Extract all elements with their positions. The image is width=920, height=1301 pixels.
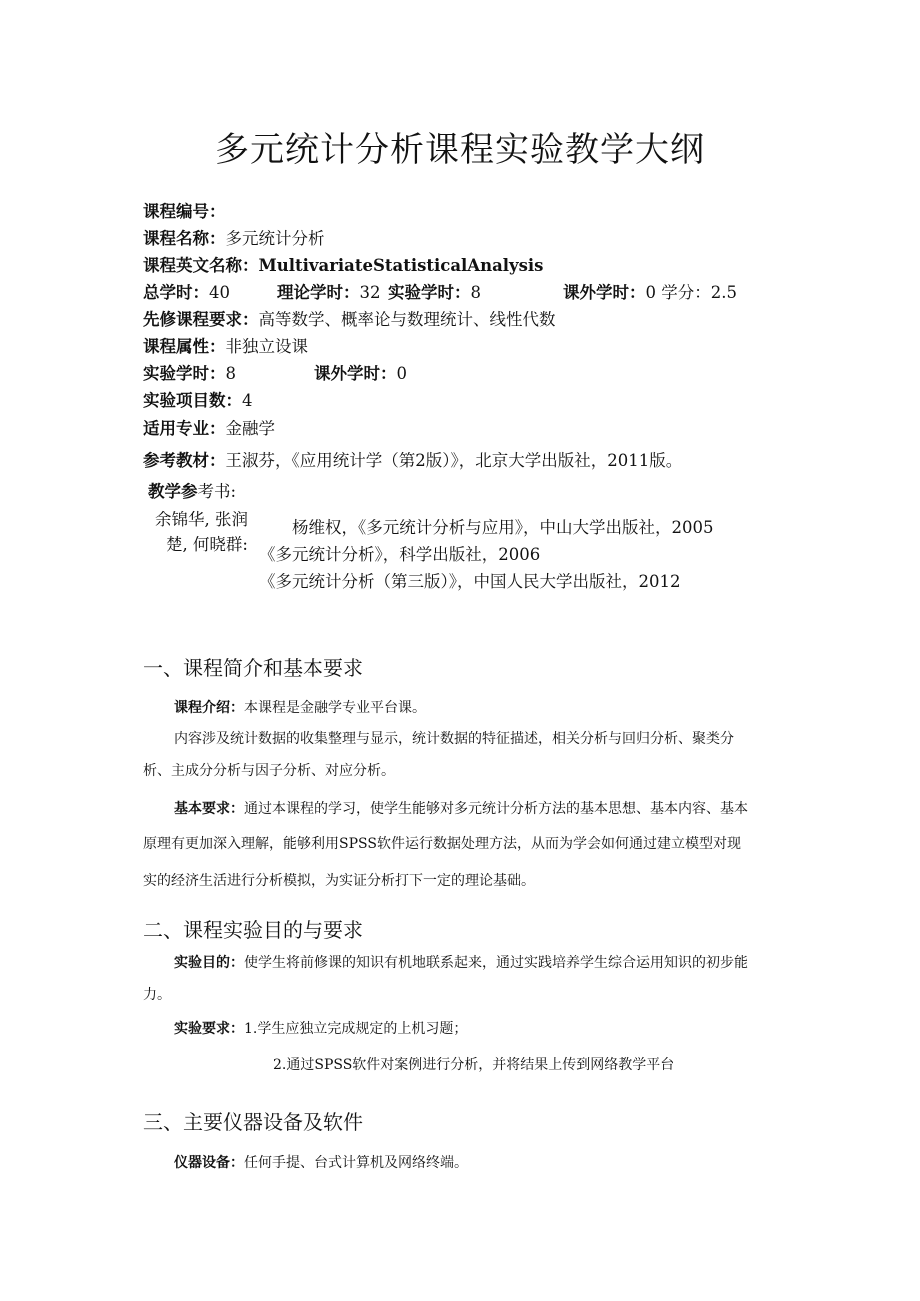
extra-hours2-label: 课外学时： (314, 364, 397, 383)
extra-hours-row (314, 364, 407, 384)
section-heading-2: 二、课程实验目的与要求 (143, 918, 363, 942)
goal-row (174, 953, 748, 973)
extra-hours-label: 课外学时： (563, 283, 646, 302)
extra-hours (563, 283, 737, 303)
intro-text: 本课程是金融学专业平台课。 (244, 700, 426, 716)
course-en-row (143, 256, 543, 276)
course-en-label: 课程英文名称： (143, 256, 259, 275)
credits-label: 学分： (661, 283, 711, 302)
lab-hours-value: 8 (470, 283, 481, 302)
section-heading-3: 三、主要仪器设备及软件 (143, 1110, 363, 1134)
total-hours (143, 283, 230, 303)
course-code-row (143, 202, 226, 222)
refbooks-label (148, 482, 236, 502)
lab-req-row (174, 1019, 467, 1039)
projects-value: 4 (242, 391, 253, 410)
basic-req-line: 实的经济生活进行分析模拟，为实证分析打下一定的理论基础。 (143, 873, 535, 889)
course-en-value: MultivariateStatisticalAnalysis (258, 256, 544, 275)
basic-req-line: 原理有更加深入理解，能够利用SPSS软件运行数据处理方法，从而为学会如何通过建立模型对现 (143, 836, 741, 852)
basic-req-line: 通过本课程的学习，使学生能够对多元统计分析方法的基本思想、基本内容、基本 (244, 801, 748, 817)
total-hours-label: 总学时： (143, 283, 209, 302)
refbooks-label-rest: 考书: (197, 482, 237, 501)
course-name-row (143, 229, 325, 249)
lab-hours2-label: 实验学时： (143, 364, 226, 383)
prereq-label: 先修课程要求： (143, 310, 259, 329)
course-name-label: 课程名称： (143, 229, 226, 248)
major-row (143, 419, 275, 439)
attribute-row (143, 337, 308, 357)
credits-value: 2.5 (710, 283, 737, 302)
major-value: 金融学 (225, 419, 275, 438)
document-title: 多元统计分析课程实验教学大纲 (215, 130, 705, 170)
goal-line: 力。 (143, 987, 171, 1003)
theory-hours (277, 283, 381, 303)
refbook-item: 《多元统计分析》，科学出版社，2006 (259, 545, 541, 564)
basic-req-row (174, 799, 748, 819)
total-hours-value: 40 (209, 283, 230, 302)
content-line: 内容涉及统计数据的收集整理与显示，统计数据的特征描述，相关分析与回归分析、聚类分 (174, 731, 734, 747)
basic-req-label: 基本要求： (174, 801, 244, 817)
lab-hours (388, 283, 481, 303)
intro-label: 课程介绍： (174, 700, 244, 716)
goal-label: 实验目的： (174, 955, 244, 971)
textbook-row (143, 451, 682, 471)
textbook-label: 参考教材： (143, 451, 226, 470)
equipment-text: 任何手提、台式计算机及网络终端。 (244, 1155, 468, 1171)
equipment-row (174, 1153, 468, 1173)
attribute-label: 课程属性： (143, 337, 226, 356)
lab-hours2-value: 8 (225, 364, 236, 383)
content-line: 析、主成分分析与因子分析、对应分析。 (143, 763, 395, 779)
theory-hours-label: 理论学时： (277, 283, 360, 302)
prereq-value: 高等数学、概率论与数理统计、线性代数 (258, 310, 556, 329)
section-heading-1: 一、课程简介和基本要求 (143, 656, 363, 680)
major-label: 适用专业： (143, 419, 226, 438)
projects-row (143, 391, 253, 411)
prereq-row (143, 310, 556, 330)
lab-req-item: 2.通过SPSS软件对案例进行分析，并将结果上传到网络教学平台 (273, 1057, 675, 1073)
lab-req-item: 1.学生应独立完成规定的上机习题； (244, 1021, 468, 1037)
lab-hours-row (143, 364, 236, 384)
attribute-value: 非独立设课 (225, 337, 308, 356)
lab-req-label: 实验要求： (174, 1021, 244, 1037)
textbook-value: 王淑芬，《应用统计学（第2版）》，北京大学出版社，2011版。 (225, 451, 683, 470)
extra-hours-value: 0 (645, 283, 656, 302)
extra-hours2-value: 0 (396, 364, 407, 383)
goal-line: 使学生将前修课的知识有机地联系起来，通过实践培养学生综合运用知识的初步能 (244, 955, 748, 971)
refbooks-label-bold: 教学参 (148, 482, 198, 501)
refbook-item: 《多元统计分析（第三版）》，中国人民大学出版社，2012 (259, 572, 681, 591)
refbooks-authors: 余锦华, 张润楚, 何晓群: (155, 510, 248, 554)
intro-row (174, 698, 426, 718)
lab-hours-label: 实验学时： (388, 283, 471, 302)
refbook-item: 杨维权，《多元统计分析与应用》，中山大学出版社，2005 (292, 518, 714, 537)
course-code-label: 课程编号： (143, 202, 226, 221)
course-name-value: 多元统计分析 (225, 229, 325, 248)
equipment-label: 仪器设备： (174, 1155, 244, 1171)
theory-hours-value: 32 (359, 283, 381, 302)
projects-label: 实验项目数： (143, 391, 242, 410)
